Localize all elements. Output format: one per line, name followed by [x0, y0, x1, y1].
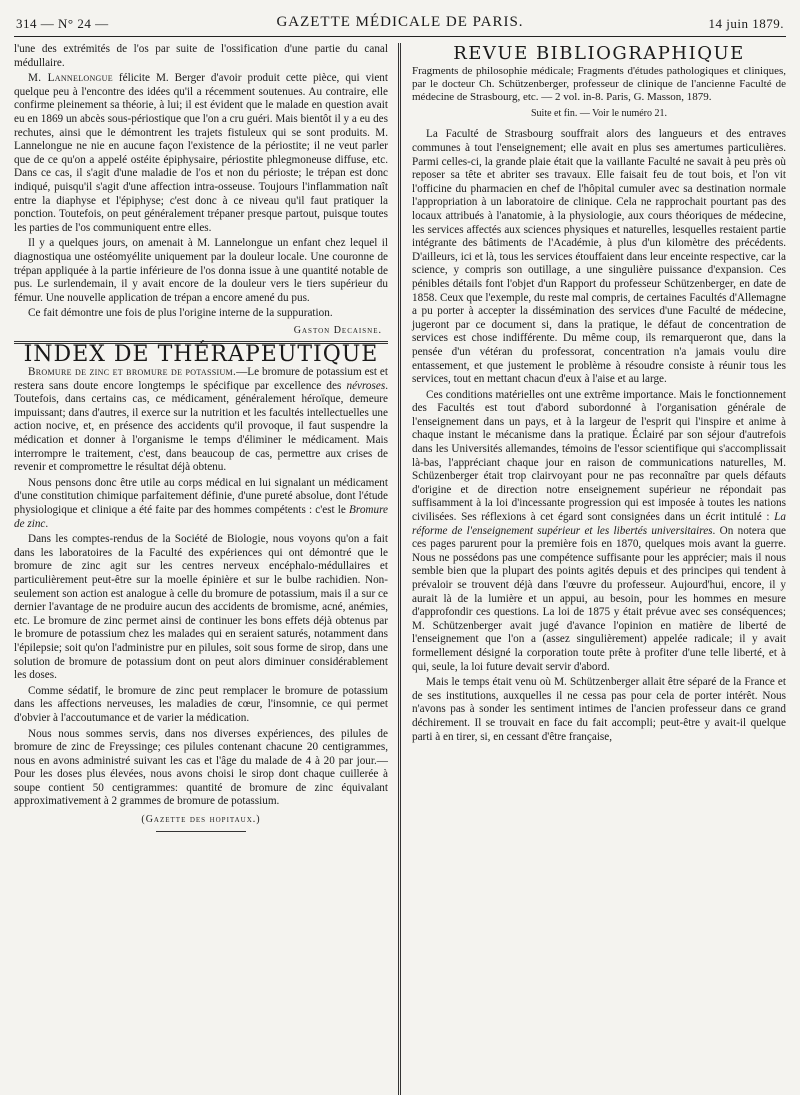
- paragraph: Ce fait démontre une fois de plus l'origine interne de la suppuration.: [28, 307, 333, 320]
- paragraph-text: . On notera que ces pages parurent pour la première fois en 1870, quelques mois avant la guerre. Nous ne possédons pas une compétence suffisante pour les apprécier; mais il nous semble bien que la plupart des points agités depuis et des principes qui tendent à prévaloir se trouvent déjà dans l'œuvre du professeur. Aujourd'hui, encore, il y aurait là de la lumière et un appui, au besoin, pour les hommes en mesure d'approfondir ces questions. La loi de 1875 y était prévue avec ses conséquences; M. Schützenberger avait jugé d'avance l'opinion en matière de liberté de l'enseignement que l'on a (assez singulièrement) appelée radicale; il y avait formellement désigné la corporation toute prête à profiter d'une telle liberté, et à qui, seule, la loi future devait servir d'abord.: [412, 524, 786, 673]
- paragraph: Nous nous sommes servis, dans nos diverses expériences, des pilules de bromure de zinc de Freyssinge; ces pilules contenant chacune 20 centigrammes, nous en avons administré suivant les cas et l'âge du malade de 4 à 20 par jour.—Pour les doses plus élevées, nous avons choisi le sirop dont chaque cuillerée à soupe contient 50 centigrammes: quantité de bromure de zinc équivalant approximativement à 2 grammes de bromure de potassium.: [14, 727, 388, 808]
- paragraph-text: félicite M. Berger d'avoir produit cette pièce, qui vient quelque peu à l'encontre des idées qu'il a récemment soutenues. Au contraire, elle confirme pleinement sa théorie, à lui; il est évident que le malade en question avait eu en 1869 un abcès sous-périostique que l'on a cru guéri. Mais bientôt il y a eu des rechutes, ainsi que le démontrent les trajets fistuleux qui se sont produits. M. Lannelongue ne nie en aucune façon l'existence de la périostite; il ne veut parler que de ce qu'on a appelé ostéite épiphysaire, périostite phlegmoneuse diffuse, etc. Dans ce cas, il s'agit d'une maladie de l'os et non du périoste; le trépan est donc indiqué, puisqu'il s'agit d'une affection intra-osseuse. Toujours l'inflammation naît entre la diaphyse et l'épiphyse; c'est donc à ce niveau qu'il faut pratiquer la ponction. Toutefois, on peut généralement trépaner presque partout, puisque toutes les parties de l'os communiquent entre elles.: [14, 72, 388, 234]
- paragraph: [14, 477, 388, 531]
- paragraph-text: . Toutefois, dans certains cas, ce médicament, généralement héroïque, demeure impuissant; dans d'autres, il exerce sur la nutrition et les facultés intellectuelles une action nocive, et, en présence des accidents qu'il provoque, il faut suspendre la médication et donner à l'organisme le temps d'éliminer le médicament. Mais interrompre le traitement, c'est, dans beaucoup de cas, permettre aux crises de revenir et compromettre le résultat déjà obtenu.: [14, 379, 388, 474]
- page-number-value: 314: [16, 16, 37, 31]
- section-title: REVUE BIBLIOGRAPHIQUE: [453, 43, 745, 64]
- page-header: [14, 10, 786, 34]
- end-rule: [156, 831, 246, 832]
- paragraph: Dans les comptes-rendus de la Société de Biologie, nous voyons qu'on a fait dans les laboratoires de la Faculté des expériences qui ont démontré que le bromure de zinc agit sur les centres nerveux encéphalo-médullaires et particulièrement peut-être sur la moelle épinière et sur le bulbe rachidien. Non-seulement son action est analogue à celle du bromure de potassium, mais il a sur ce dernier l'avantage de ne produire aucun des accidents de bromisme, acné, anémies, etc. Le bromure de zinc permet ainsi de continuer les bons effets déjà obtenus par le bromure de potassium chez les malades qui en seraient saturés, notamment dans l'épilepsie; soit qu'on l'administre pur en pilules, soit sous forme de sirop, dans une solution de bromure de potassium dont on peut alors diminuer considérablement les doses.: [14, 533, 388, 682]
- book-reference: Fragments de philosophie médicale; Fragments d'études pathologiques et cliniques, par le docteur Ch. Schützenberger, professeur de clinique de l'ancienne Faculté de médecine de Strasbourg, etc. — 2 vol. in-8. Paris, G. Masson, 1879.: [412, 64, 786, 104]
- paragraph: Comme sédatif, le bromure de zinc peut remplacer le bromure de potassium dans les affections nerveuses, les maladies de cœur, l'insomnie, ce qui permet d'obvier à l'accoutumance et de varier la médication.: [14, 684, 388, 724]
- continuation-note: Suite et fin. — Voir le numéro 21.: [530, 107, 667, 119]
- paragraph: [14, 366, 388, 475]
- item-heading: Bromure de zinc et bromure de potassium.: [28, 366, 237, 379]
- right-column: [403, 43, 786, 1095]
- column-divider: [398, 43, 401, 1095]
- paragraph: [14, 72, 388, 235]
- left-column: [14, 43, 396, 1095]
- emphasis: névroses: [346, 379, 386, 392]
- journal-title: GAZETTE MÉDICALE DE PARIS.: [276, 14, 524, 30]
- paragraph: l'une des extrémités de l'os par suite de l'ossification d'une partie du canal médullaire.: [14, 43, 388, 69]
- paragraph-text: .: [45, 517, 49, 530]
- header-rule: [14, 36, 786, 37]
- paragraph: Il y a quelques jours, on amenait à M. Lannelongue un enfant chez lequel il diagnostiqua une ostéomyélite uniquement par la douleur locale. Une couronne de trépan appliquée à la partie inférieure de l'os donna issue à une quantité notable de pus. Le surlendemain, il y avait encore de la douleur vers le tiers supérieur du fémur. Une nouvelle application de trépan a encore amené du pus.: [14, 237, 388, 304]
- paragraph-text: Nous pensons donc être utile au corps médical en lui signalant un médicament d'une constitution chimique parfaitement définie, d'une pureté absolue, dont l'étude physiologique et clinique a été faite par des hommes compétents : c'est le: [14, 476, 388, 516]
- paragraph: [412, 389, 786, 674]
- paragraph: Mais le temps était venu où M. Schützenberger allait être séparé de la France et de ses institutions, auxquelles il ne cessa pas pour cela de porter intérêt. Nous n'avons pas à sonder les sentiment intimes de l'ancien professeur dans ce grand déchirement. Il se trouvait en face du fait accompli; peut-être y avait-il quelque parti à en tirer, si, en cessant d'être française,: [412, 676, 786, 743]
- paragraph-text: —Le bromure de potassium est et restera sans doute encore longtemps le spécifique par excellence des: [14, 366, 388, 392]
- paragraph: La Faculté de Strasbourg souffrait alors des langueurs et des entraves communes à tout l'enseignement; elle avait en plus ses amertumes particulières. Parmi celles-ci, la grande plaie était que la vaillante Faculté ne savait à peu près où reposer sa tête et abriter ses travaux. Elle faisait feu de tout bois, et l'on vit l'officine du pharmacien en chef de l'hôpital cumuler avec sa destination normale l'appropriation à un laboratoire de clinique. Cela ne rapprochait pourtant pas des locaux attribués à l'anatomie, à la physiologie, aux cours théoriques de médecine, les services affectés aux sciences physiques et naturelles, lesquelles restaient partie intégrante des bâtiments de l'Académie, à plus d'un kilomètre des précédents. D'ailleurs, ici et là, tous les services étouffaient dans leur enceinte respective, car la science, y compris son outillage, a une singulière puissance d'expansion. Ces pénibles détails font l'objet d'un Rapport du professeur Schützenberger, en date de 1858. Ceux que l'exemple, du reste mal compris, de certaines Facultés d'Allemagne a pu porter à accepter la dissémination des services d'une Faculté de médecine, jugeront par ce document si, dans la pratique, le défaut de concentration de services est chose indifférente. Du même coup, ils remarqueront que, dans la pensée d'un vétéran du professorat, concentration n'a jamais voulu dire entassement, et que justement le problème à résoudre consiste à réunir tous les services, tout en mettant chacun d'eux à l'aise et au large.: [412, 128, 786, 386]
- columns: [14, 43, 786, 1095]
- author-signature: Gaston Decaisne.: [293, 324, 382, 336]
- emphasis: Bromure de zinc: [14, 504, 388, 530]
- issue-number: — N° 24 —: [40, 16, 109, 31]
- emphasis: La réforme de l'enseignement supérieur et les libertés universitaires: [412, 511, 786, 537]
- section-title: INDEX DE THÉRAPEUTIQUE: [23, 342, 379, 368]
- speaker-name: M. Lannelongue: [28, 72, 113, 85]
- paragraph-text: Ces conditions matérielles ont une extrême importance. Mais le fonctionnement des Facultés est tout d'abord subordonné à l'organisation générale de l'enseignement dans un pays, et à la largeur de l'esprit qui l'inspire et anime à chaque instant le mécanisme dans la pratique. Éclairé par son séjour d'autrefois dans les Universités allemandes, témoins de l'essor scientifique qui s'accomplissait là-bas, l'appréciant chaque jour en raison de communications naturelles, M. Schüzenberger était trop clairvoyant pour ne pas reconnaître par quels défauts d'origine et de direction notre enseignement supérieur ne répondait pas suffisamment à la loi d'incessante progression qui est imposée à toutes les nations civilisées. Ses réflexions à cet égard sont consignées dans un écrit intitulé :: [412, 388, 786, 524]
- issue-date: 14 juin 1879.: [708, 16, 784, 31]
- source-citation: (Gazette des hopitaux.): [141, 814, 261, 826]
